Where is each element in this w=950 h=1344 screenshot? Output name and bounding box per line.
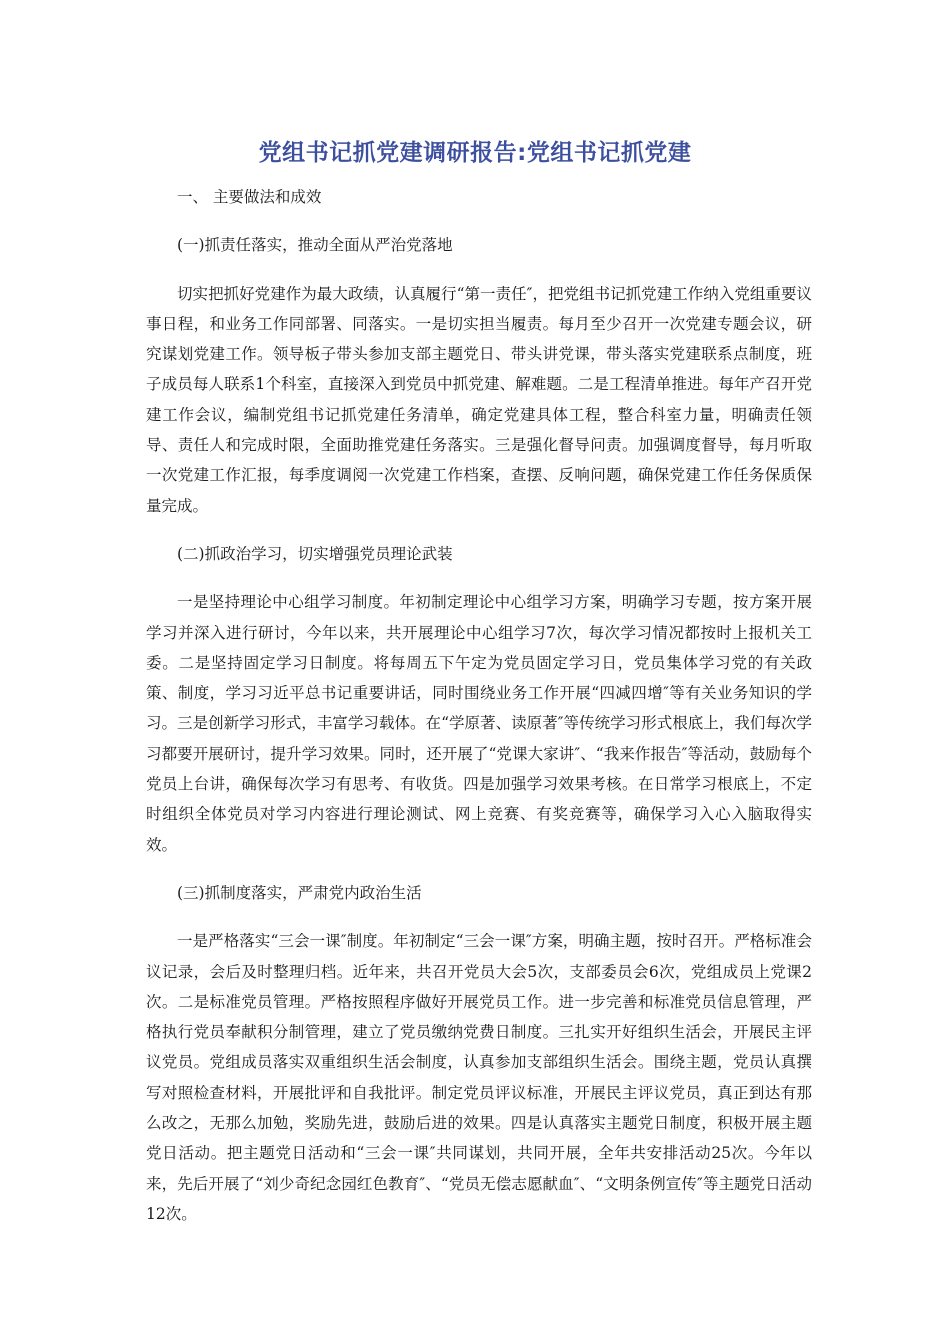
subsection-heading-2: (二)抓政治学习，切实增强党员理论武装 <box>177 544 453 563</box>
paragraph-2: 一是坚持理论中心组学习制度。年初制定理论中心组学习方案，明确学习专题，按方案开展学习并深入进行研讨，今年以来，共开展理论中心组学习7次，每次学习情况都按时上报机关工委。二是坚持固定学习日制度。将每周五下午定为党员固定学习日，党员集体学习党的有关政策、制度，学习习近平总书记重要讲话，同时围绕业务工作开展“四减四增″等有关业务知识的学习。三是创新学习形式，丰富学习载体。在“学原著、读原著″等传统学习形式根底上，我们每次学习都要开展研讨，提升学习效果。同时，还开展了“党课大家讲″、“我来作报告″等活动，鼓励每个党员上台讲，确保每次学习有思考、有收货。四是加强学习效果考核。在日常学习根底上，不定时组织全体党员对学习内容进行理论测试、网上竞赛、有奖竞赛等，确保学习入心入脑取得实效。 <box>146 593 812 854</box>
subsection-heading-1: (一)抓责任落实，推动全面从严治党落地 <box>177 236 453 255</box>
section-heading: 一、 主要做法和成效 <box>177 188 322 206</box>
document-title: 党组书记抓党建调研报告:党组书记抓党建 <box>258 140 692 166</box>
subsection-heading-3: (三)抓制度落实，严肃党内政治生活 <box>177 883 422 902</box>
paragraph-1: 切实把抓好党建作为最大政绩，认真履行“第一责任″，把党组书记抓党建工作纳入党组重要议事日程，和业务工作同部署、同落实。一是切实担当履责。每月至少召开一次党建专题会议，研究谋划党建工作。领导板子带头参加支部主题党日、带头讲党课，带头落实党建联系点制度，班子成员每人联系1个科室，直接深入到党员中抓党建、解难题。二是工程清单推进。每年产召开党建工作会议，编制党组书记抓党建任务清单，确定党建具体工程，整合科室力量，明确责任领导、责任人和完成时限，全面助推党建任务落实。三是强化督导问责。加强调度督导，每月听取一次党建工作汇报，每季度调阅一次党建工作档案，查摆、反响问题，确保党建工作任务保质保量完成。 <box>146 284 812 515</box>
document-body <box>146 182 812 1247</box>
paragraph-3: 一是严格落实“三会一课″制度。年初制定“三会一课″方案，明确主题，按时召开。严格标准会议记录，会后及时整理归档。近年来，共召开党员大会5次，支部委员会6次，党组成员上党课2次。二是标准党员管理。严格按照程序做好开展党员工作。进一步完善和标准党员信息管理，严格执行党员奉献积分制管理，建立了党员缴纳党费日制度。三扎实开好组织生活会，开展民主评议党员。党组成员落实双重组织生活会制度，认真参加支部组织生活会。围绕主题，党员认真撰写对照检查材料，开展批评和自我批评。制定党员评议标准，开展民主评议党员，真正到达有那么改之，无那么加勉，奖励先进，鼓励后进的效果。四是认真落实主题党日制度，积极开展主题党日活动。把主题党日活动和“三会一课″共同谋划，共同开展，全年共安排活动25次。今年以来，先后开展了“刘少奇纪念园红色教育″、“党员无偿志愿献血″、“文明条例宣传″等主题党日活动12次。 <box>146 932 812 1223</box>
